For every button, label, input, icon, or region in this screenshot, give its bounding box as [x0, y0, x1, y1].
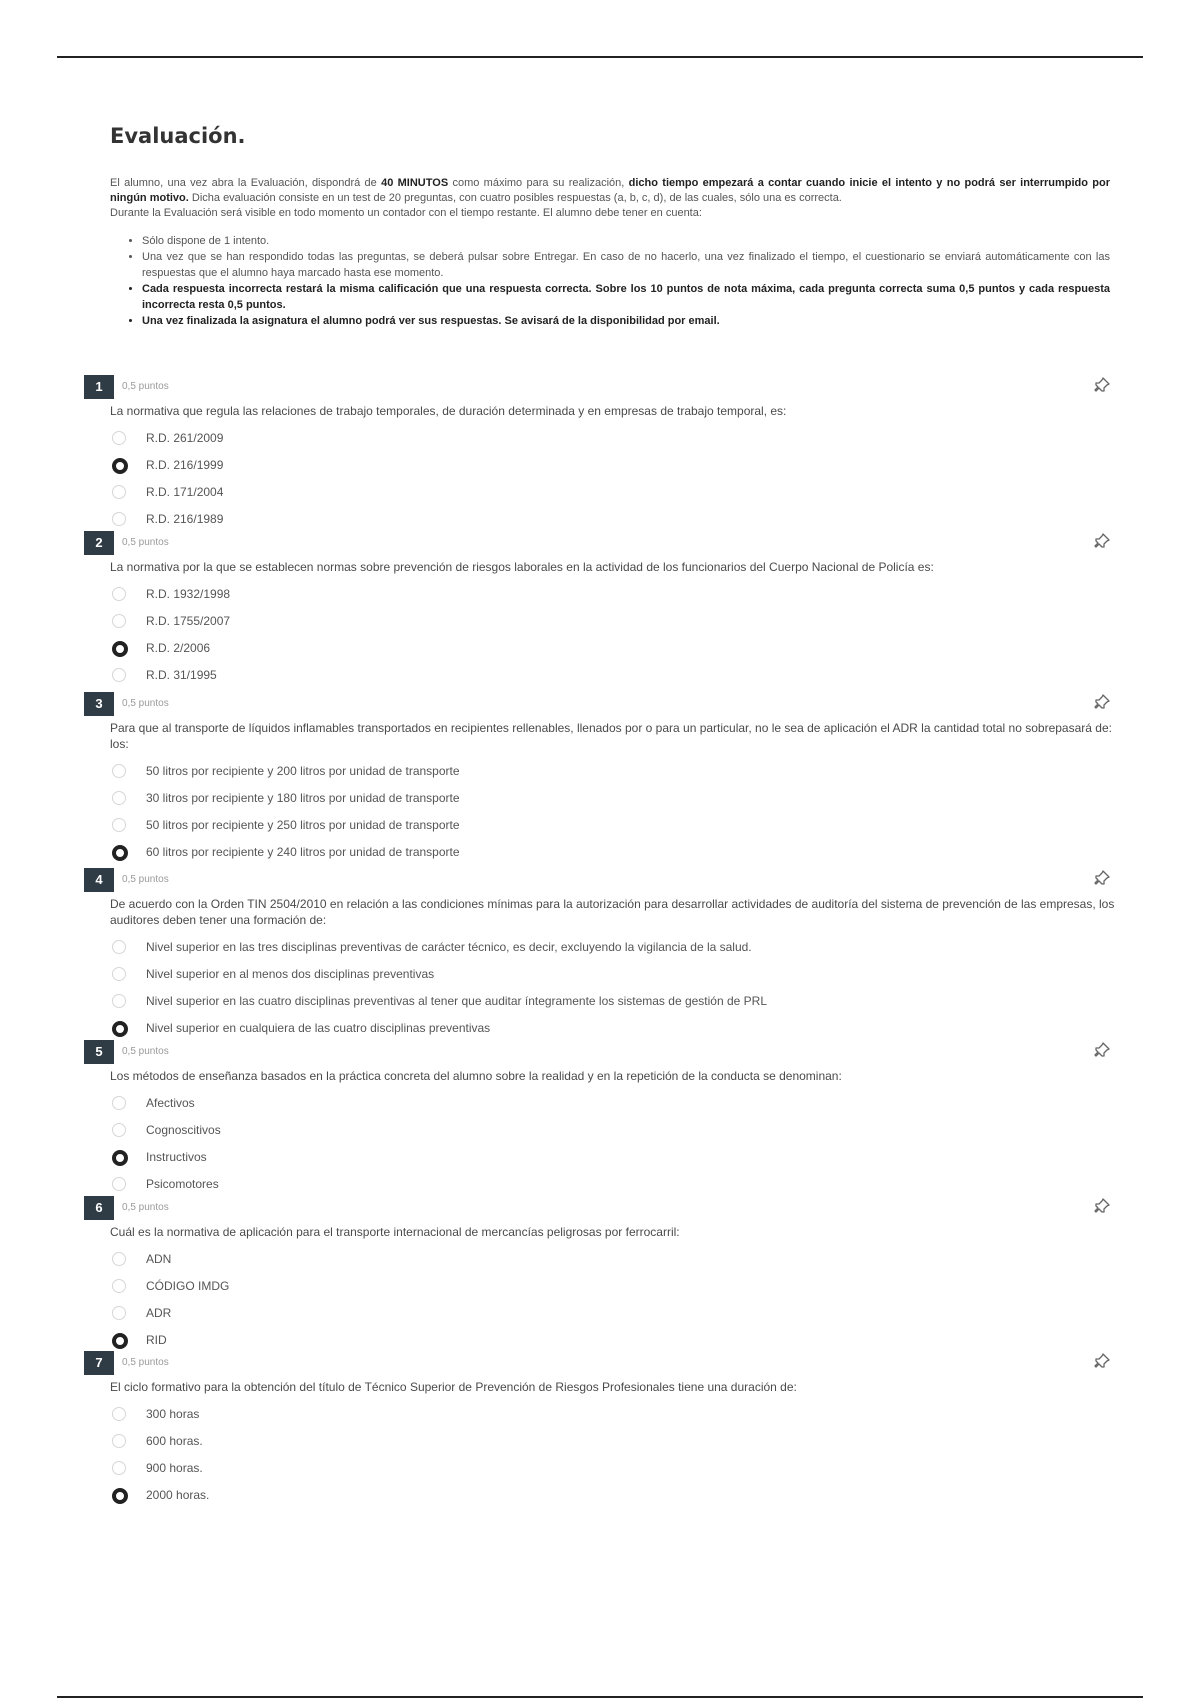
answer-label: ADR [146, 1306, 172, 1320]
radio-icon[interactable] [112, 614, 126, 628]
question-header [84, 375, 1118, 399]
instructions-text: El alumno, una vez abra la Evaluación, dispondrá de [110, 177, 382, 189]
answer-label: CÓDIGO IMDG [146, 1279, 230, 1293]
radio-icon[interactable] [112, 1123, 126, 1137]
question-number: 3 [84, 692, 114, 716]
answer-label: Nivel superior en al menos dos disciplinas preventivas [146, 967, 435, 981]
answer-label: R.D. 171/2004 [146, 485, 224, 499]
answer-option[interactable] [112, 1171, 1118, 1198]
answer-option[interactable] [112, 988, 1118, 1015]
radio-icon[interactable] [112, 1177, 126, 1191]
radio-selected-icon[interactable] [112, 1150, 128, 1166]
question-points: 0,5 puntos [122, 874, 169, 885]
question-6 [84, 1196, 1118, 1354]
instructions-bullet: • Una vez que se han respondido todas las preguntas, se deberá pulsar sobre Entregar. En caso de no hacerlo, una vez finalizado el tiempo, el cuestionario se enviará automáticamente con las respuestas que el alumno haya marcado hasta ese momento. [142, 249, 1110, 281]
answer-options [112, 934, 1118, 1042]
question-5 [84, 1040, 1118, 1198]
answer-options [112, 1090, 1118, 1198]
bottom-rule [57, 1696, 1143, 1698]
answer-options [112, 581, 1118, 689]
answer-label: R.D. 216/1989 [146, 512, 224, 526]
answer-option[interactable] [112, 785, 1118, 812]
question-points: 0,5 puntos [122, 1202, 169, 1213]
answer-label: R.D. 1932/1998 [146, 587, 231, 601]
answer-label: Cognoscitivos [146, 1123, 221, 1137]
pin-icon[interactable] [1094, 1353, 1110, 1369]
answer-label: Nivel superior en las cuatro disciplinas preventivas al tener que auditar íntegramente los sistemas de gestión de PRL [146, 994, 767, 1008]
radio-icon[interactable] [112, 587, 126, 601]
instructions-paragraph-2: Durante la Evaluación será visible en todo momento un contador con el tiempo restante. El alumno debe tener en cuenta: [110, 207, 702, 219]
answer-option[interactable] [112, 1090, 1118, 1117]
radio-icon[interactable] [112, 967, 126, 981]
answer-label: 300 horas [146, 1407, 200, 1421]
answer-label: 600 horas. [146, 1434, 203, 1448]
radio-icon[interactable] [112, 994, 126, 1008]
radio-icon[interactable] [112, 485, 126, 499]
answer-option[interactable] [112, 506, 1118, 533]
question-3 [84, 692, 1118, 866]
instructions-text: como máximo para su realización, [448, 177, 629, 189]
answer-label: Nivel superior en las tres disciplinas preventivas de carácter técnico, es decir, excluyendo la vigilancia de la salud. [146, 940, 752, 954]
pin-icon[interactable] [1094, 1042, 1110, 1058]
question-number: 6 [84, 1196, 114, 1220]
answer-label: R.D. 216/1999 [146, 458, 224, 472]
answer-option[interactable] [112, 1246, 1118, 1273]
instructions-list [110, 233, 1110, 329]
instructions-bullet: • Una vez finalizada la asignatura el alumno podrá ver sus respuestas. Se avisará de la disponibilidad por email. [142, 313, 1110, 329]
question-text: De acuerdo con la Orden TIN 2504/2010 en relación a las condiciones mínimas para la autorización para desarrollar actividades de auditoría del sistema de prevención de las empresas, los auditores deben tener una formación de: [110, 897, 1115, 927]
question-points: 0,5 puntos [122, 698, 169, 709]
answer-option[interactable] [112, 452, 1118, 479]
question-1 [84, 375, 1118, 533]
answer-options [112, 425, 1118, 533]
instructions-bullet: • Cada respuesta incorrecta restará la misma calificación que una respuesta correcta. Sobre los 10 puntos de nota máxima, cada pregunta correcta suma 0,5 puntos y cada respuesta incorrecta resta 0,5 puntos. [142, 281, 1110, 313]
radio-selected-icon[interactable] [112, 641, 128, 657]
radio-selected-icon[interactable] [112, 1333, 128, 1349]
question-7 [84, 1351, 1118, 1509]
question-text: Para que al transporte de líquidos inflamables transportados en recipientes rellenables, llenados por o para un particular, no le sea de aplicación el ADR la cantidad total no sobrepasará de: los: [110, 721, 1112, 751]
answer-label: R.D. 2/2006 [146, 641, 211, 655]
answer-label: Instructivos [146, 1150, 207, 1164]
answer-option[interactable] [112, 1144, 1118, 1171]
radio-icon[interactable] [112, 791, 126, 805]
answer-label: 60 litros por recipiente y 240 litros por unidad de transporte [146, 845, 460, 859]
answer-label: 50 litros por recipiente y 200 litros por unidad de transporte [146, 764, 460, 778]
radio-selected-icon[interactable] [112, 1021, 128, 1037]
question-header [84, 1196, 1118, 1220]
question-header [84, 1040, 1118, 1064]
answer-option[interactable] [112, 1327, 1118, 1354]
question-text: La normativa por la que se establecen normas sobre prevención de riesgos laborales en la actividad de los funcionarios del Cuerpo Nacional de Policía es: [110, 560, 934, 574]
question-header [84, 692, 1118, 716]
answer-label: R.D. 1755/2007 [146, 614, 231, 628]
answer-label: ADN [146, 1252, 172, 1266]
radio-icon[interactable] [112, 764, 126, 778]
radio-icon[interactable] [112, 1461, 126, 1475]
answer-label: 30 litros por recipiente y 180 litros por unidad de transporte [146, 791, 460, 805]
answer-option[interactable] [112, 1015, 1118, 1042]
answer-option[interactable] [112, 812, 1118, 839]
question-number: 2 [84, 531, 114, 555]
question-points: 0,5 puntos [122, 537, 169, 548]
question-text: La normativa que regula las relaciones de trabajo temporales, de duración determinada y en empresas de trabajo temporal, es: [110, 404, 787, 418]
answer-label: 2000 horas. [146, 1488, 210, 1502]
answer-option[interactable] [112, 839, 1118, 866]
radio-icon[interactable] [112, 512, 126, 526]
answer-option[interactable] [112, 1401, 1118, 1428]
radio-icon[interactable] [112, 940, 126, 954]
answer-option[interactable] [112, 479, 1118, 506]
answer-option[interactable] [112, 662, 1118, 689]
instructions-paragraph-1 [110, 176, 1110, 206]
question-text: Los métodos de enseñanza basados en la práctica concreta del alumno sobre la realidad y en la repetición de la conducta se denominan: [110, 1069, 842, 1083]
answer-option[interactable] [112, 1455, 1118, 1482]
radio-icon[interactable] [112, 1306, 126, 1320]
question-4 [84, 868, 1118, 1042]
answer-options [112, 1401, 1118, 1509]
radio-icon[interactable] [112, 1434, 126, 1448]
answer-label: R.D. 261/2009 [146, 431, 224, 445]
radio-selected-icon[interactable] [112, 458, 128, 474]
answer-label: R.D. 31/1995 [146, 668, 217, 682]
question-number: 4 [84, 868, 114, 892]
answer-option[interactable] [112, 1482, 1118, 1509]
pin-icon[interactable] [1094, 533, 1110, 549]
radio-icon[interactable] [112, 1407, 126, 1421]
answer-label: Afectivos [146, 1096, 195, 1110]
radio-icon[interactable] [112, 431, 126, 445]
radio-icon[interactable] [112, 818, 126, 832]
question-header [84, 531, 1118, 555]
time-warning: dicho tiempo empezará a contar cuando inicie el intento y no podrá ser interrumpido por ningún motivo. [110, 177, 1110, 204]
question-header [84, 1351, 1118, 1375]
radio-selected-icon[interactable] [112, 1488, 128, 1504]
question-points: 0,5 puntos [122, 1046, 169, 1057]
answer-label: Nivel superior en cualquiera de las cuatro disciplinas preventivas [146, 1021, 491, 1035]
answer-option[interactable] [112, 425, 1118, 452]
question-number: 7 [84, 1351, 114, 1375]
answer-label: 50 litros por recipiente y 250 litros por unidad de transporte [146, 818, 460, 832]
question-text: El ciclo formativo para la obtención del título de Técnico Superior de Prevención de Riesgos Profesionales tiene una duración de: [110, 1380, 797, 1394]
radio-icon[interactable] [112, 1252, 126, 1266]
radio-selected-icon[interactable] [112, 845, 128, 861]
answer-options [112, 758, 1118, 866]
time-limit: 40 MINUTOS [381, 177, 449, 189]
question-points: 0,5 puntos [122, 1357, 169, 1368]
pin-icon[interactable] [1094, 377, 1110, 393]
radio-icon[interactable] [112, 1279, 126, 1293]
answer-label: Psicomotores [146, 1177, 219, 1191]
answer-option[interactable] [112, 608, 1118, 635]
question-text: Cuál es la normativa de aplicación para el transporte internacional de mercancías peligrosas por ferrocarril: [110, 1225, 680, 1239]
answer-options [112, 1246, 1118, 1354]
question-header [84, 868, 1118, 892]
radio-icon[interactable] [112, 668, 126, 682]
question-number: 5 [84, 1040, 114, 1064]
pin-icon[interactable] [1094, 694, 1110, 710]
answer-option[interactable] [112, 1300, 1118, 1327]
radio-icon[interactable] [112, 1096, 126, 1110]
answer-option[interactable] [112, 934, 1118, 961]
instructions-text: Dicha evaluación consiste en un test de 20 preguntas, con cuatro posibles respuestas (a, b, c, d), de las cuales, sólo una es correcta. [188, 192, 842, 204]
evaluation-header [84, 120, 1114, 329]
answer-option[interactable] [112, 961, 1118, 988]
question-points: 0,5 puntos [122, 381, 169, 392]
pin-icon[interactable] [1094, 870, 1110, 886]
question-2 [84, 531, 1118, 689]
answer-label: 900 horas. [146, 1461, 203, 1475]
answer-label: RID [146, 1333, 167, 1347]
question-number: 1 [84, 375, 114, 399]
pin-icon[interactable] [1094, 1198, 1110, 1214]
page-title: Evaluación. [110, 124, 246, 148]
answer-option[interactable] [112, 581, 1118, 608]
top-rule [57, 56, 1143, 58]
answer-option[interactable] [112, 758, 1118, 785]
answer-option[interactable] [112, 635, 1118, 662]
evaluation-instructions [110, 176, 1110, 329]
instructions-bullet: • Sólo dispone de 1 intento. [142, 233, 1110, 249]
answer-option[interactable] [112, 1117, 1118, 1144]
answer-option[interactable] [112, 1428, 1118, 1455]
answer-option[interactable] [112, 1273, 1118, 1300]
